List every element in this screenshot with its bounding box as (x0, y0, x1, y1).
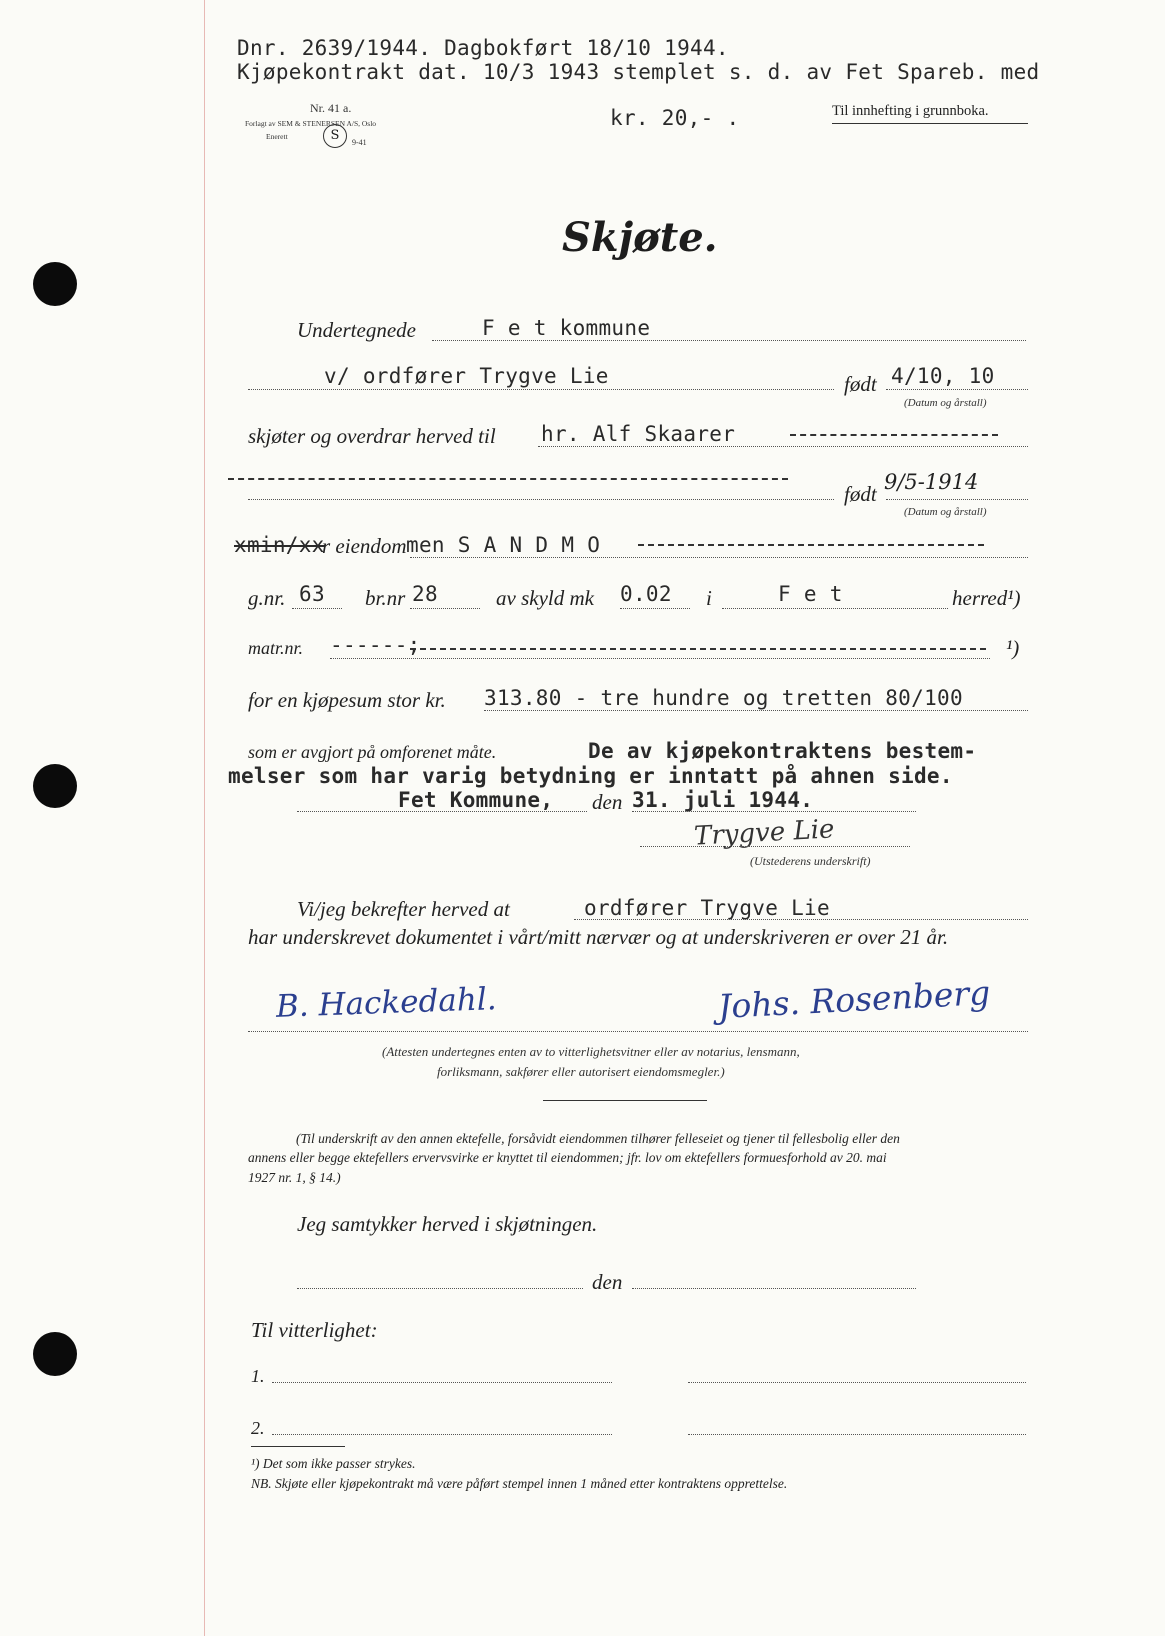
witness-line (248, 1031, 1028, 1032)
attest-value: ordfører Trygve Lie (584, 896, 830, 920)
herred-label: herred¹) (952, 586, 1021, 610)
buyer-value: hr. Alf Skaarer (541, 422, 736, 446)
skjoter-label: skjøter og overdrar herved til (248, 424, 496, 448)
matr-label: matr.nr. (248, 638, 304, 658)
publisher-line: Forlagt av SEM & STENERSEN A/S, Oslo (245, 119, 377, 128)
fodt-value-2: 9/5-1914 (884, 470, 979, 494)
consent-date-line (632, 1288, 916, 1289)
attest-label: Vi/jeg bekrefter herved at (297, 897, 510, 921)
datum-caption-1: (Datum og årstall) (904, 397, 987, 409)
witness-2-line-a (272, 1434, 612, 1435)
witness-2-line-b (688, 1434, 1026, 1435)
eiendom-value: men S A N D M O (406, 533, 601, 557)
attest-caption-1: (Attesten undertegnes enten av to vitterlighetsvitner eller av notarius, lensmann, (382, 1044, 800, 1059)
consent-den-label: den (592, 1270, 623, 1294)
undertegnede-line (432, 340, 1026, 341)
filing-note: Til innhefting i grunnboka. (832, 103, 989, 119)
margin-rule (204, 0, 205, 1636)
blank-dash (228, 478, 788, 480)
represented-by: v/ ordfører Trygve Lie (324, 364, 609, 388)
spouse-note-2: annens eller begge ektefellers ervervsvirke er knyttet til eiendommen; jfr. lov om ektefellers formuesforhold av 20. mai (248, 1150, 887, 1165)
den-label: den (592, 790, 623, 814)
eiendom-strike: xmin/xx (234, 533, 325, 557)
bnr-line (410, 608, 480, 609)
matr-line (330, 658, 990, 659)
fee-amount: kr. 20,- . (610, 106, 740, 130)
buyer-dash (790, 434, 998, 436)
date-line (632, 811, 916, 812)
publisher-logo: S (323, 124, 347, 148)
issuer-signature: Trygve Lie (693, 814, 836, 852)
buyer-line (538, 446, 1028, 447)
represented-line (248, 389, 834, 390)
skyld-label: av skyld mk (496, 586, 594, 610)
bnr-value: 28 (412, 582, 438, 606)
datum-caption-2: (Datum og årstall) (904, 506, 987, 518)
issuer-line (640, 846, 910, 847)
i-label: i (706, 586, 712, 610)
document-title: Skjøte. (562, 214, 718, 261)
skyld-value: 0.02 (620, 582, 672, 606)
attest-caption-2: forliksmann, sakfører eller autorisert eiendomsmegler.) (437, 1064, 725, 1079)
kjopesum-line (484, 710, 1028, 711)
avgjort-label: som er avgjort på omforenet måte. (248, 742, 497, 762)
publisher-enerett: Enerett (266, 132, 288, 141)
vitterlighet-label: Til vitterlighet: (251, 1318, 378, 1342)
witness-1-number: 1. (251, 1366, 265, 1386)
witness-2-number: 2. (251, 1418, 265, 1438)
fodt-label: født (844, 372, 877, 396)
fodt-line-2 (886, 499, 1028, 500)
filing-note-underline (832, 123, 1028, 124)
attest-line (574, 919, 1028, 920)
consent-text: Jeg samtykker herved i skjøtningen. (297, 1212, 598, 1236)
herred-line (722, 608, 948, 609)
spouse-note-1: (Til underskrift av den annen ektefelle, forsåvidt eiendommen tilhører felleseiet og tjener til fellesbolig eller den (296, 1131, 900, 1146)
matr-value: ------; (330, 633, 421, 657)
gnr-label: g.nr. (248, 586, 286, 610)
punch-hole (33, 262, 77, 306)
kjopesum-label: for en kjøpesum stor kr. (248, 688, 446, 712)
place-value: Fet Kommune, (398, 788, 554, 812)
avgjort-value-2: melser som har varig betydning er inntatt på ahnen side. (228, 764, 953, 788)
gnr-value: 63 (299, 582, 325, 606)
footnote-rule (251, 1446, 345, 1447)
matr-dash (410, 648, 986, 650)
gnr-line (292, 608, 342, 609)
eiendom-label: r eiendom (322, 534, 407, 558)
fodt-label-2: født (844, 482, 877, 506)
fodt-value-1: 4/10, 10 (891, 364, 995, 388)
eiendom-dash (638, 544, 984, 546)
bnr-label: br.nr (365, 586, 406, 610)
form-number: Nr. 41 a. (310, 101, 352, 115)
date-value: 31. juli 1944. (632, 788, 814, 812)
blank-line (248, 499, 834, 500)
undertegnede-label: Undertegnede (297, 318, 416, 342)
place-line (297, 811, 587, 812)
footnote-1: ¹) Det som ikke passer strykes. (251, 1456, 416, 1471)
witness-1-line-b (688, 1382, 1026, 1383)
consent-place-line (297, 1288, 583, 1289)
punch-hole (33, 764, 77, 808)
skyld-line (620, 608, 690, 609)
witness-1-signature: B. Hackedahl. (275, 981, 498, 1025)
undertegnede-value: F e t kommune (482, 316, 651, 340)
matr-footnote: ¹) (1006, 636, 1020, 660)
separator (543, 1100, 707, 1101)
eiendom-line (410, 557, 1028, 558)
punch-hole (33, 1332, 77, 1376)
herred-value: F e t (778, 582, 843, 606)
witness-2-signature: Johs. Rosenberg (717, 972, 992, 1027)
spouse-note-3: 1927 nr. 1, § 14.) (248, 1170, 341, 1185)
header-line-2: Kjøpekontrakt dat. 10/3 1943 stemplet s. d. av Fet Spareb. med (237, 60, 1040, 84)
kjopesum-value: 313.80 - tre hundre og tretten 80/100 (484, 686, 963, 710)
publisher-date: 9-41 (352, 138, 367, 147)
footnote-2: NB. Skjøte eller kjøpekontrakt må være påført stempel innen 1 måned etter kontraktens opprettelse. (251, 1476, 788, 1491)
attest-text: har underskrevet dokumentet i vårt/mitt nærvær og at underskriveren er over 21 år. (248, 925, 949, 949)
witness-1-line-a (272, 1382, 612, 1383)
avgjort-value-1: De av kjøpekontraktens bestem- (588, 739, 977, 763)
fodt-line-1 (886, 389, 1028, 390)
issuer-caption: (Utstederens underskrift) (750, 854, 871, 868)
header-line-1: Dnr. 2639/1944. Dagbokført 18/10 1944. (237, 36, 729, 60)
